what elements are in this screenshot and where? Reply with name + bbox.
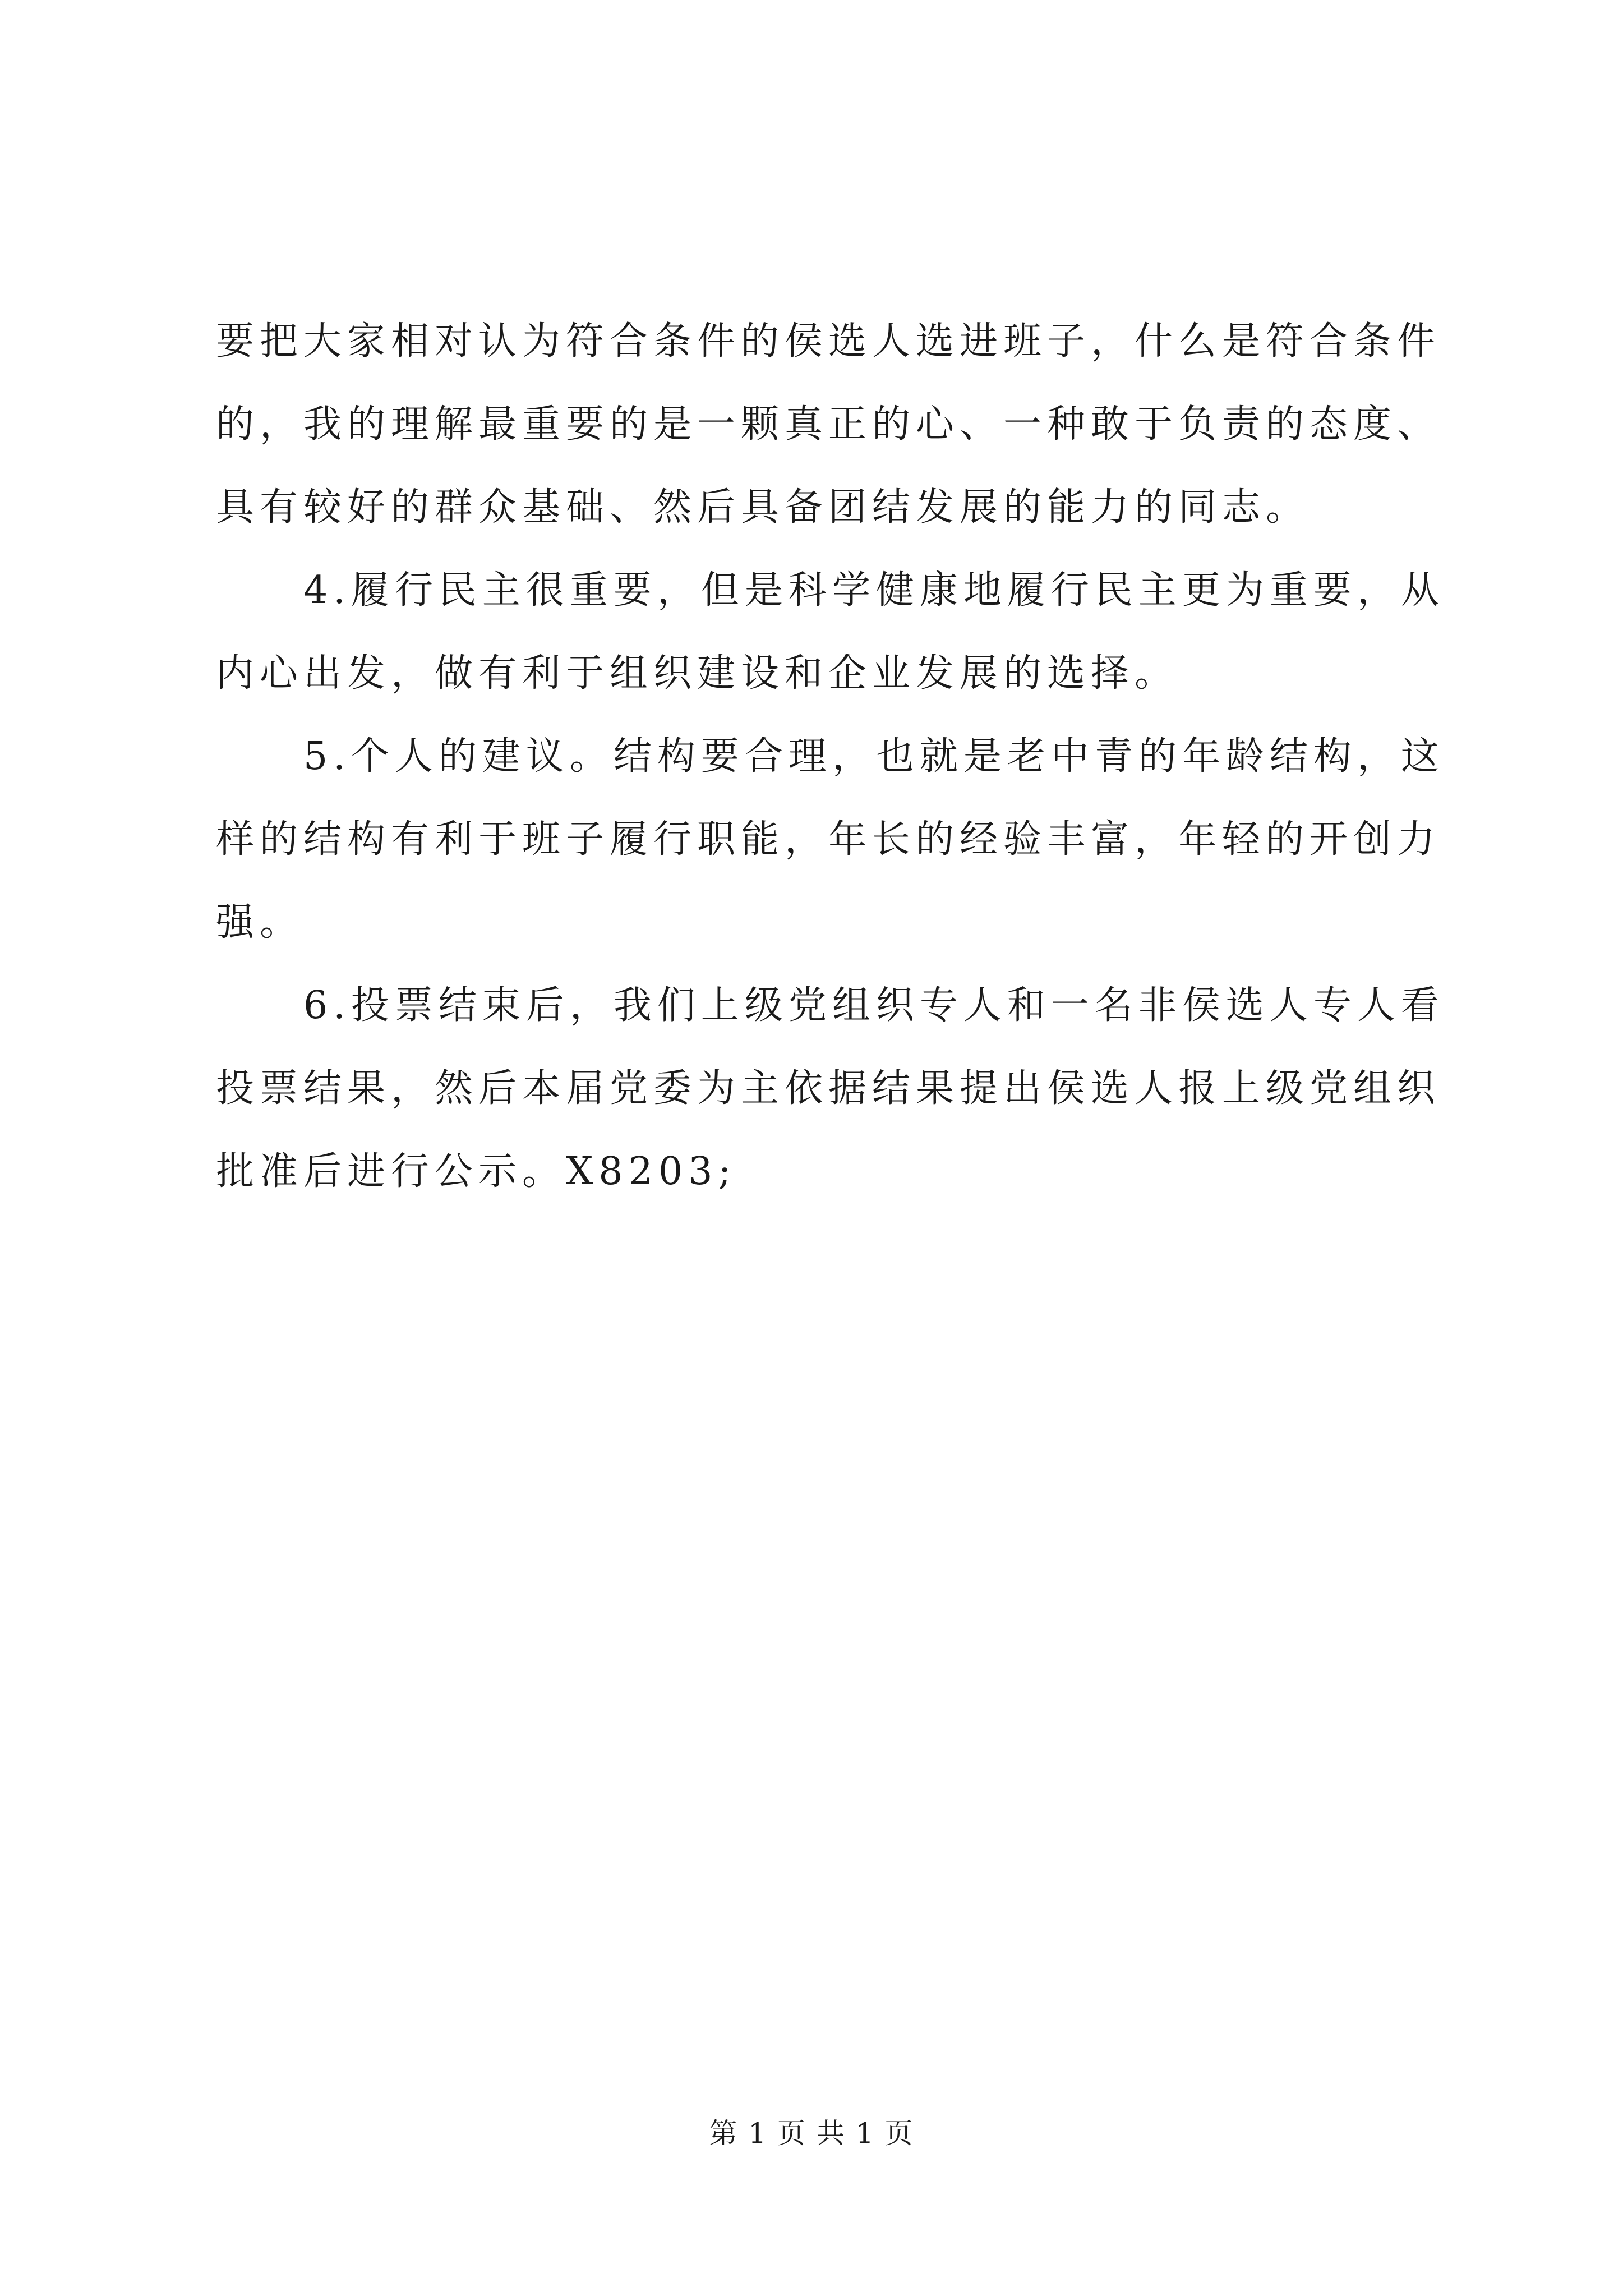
text-line: 要把大家相对认为符合条件的侯选人选进班子，什么是符合条件 — [216, 319, 1441, 364]
text-line: 样的结构有利于班子履行职能，年长的经验丰富，年轻的开创力 — [216, 817, 1441, 862]
text-line: 6.投票结束后，我们上级党组织专人和一名非侯选人专人看 — [216, 983, 1445, 1028]
text-line: 具有较好的群众基础、然后具备团结发展的能力的同志。 — [216, 485, 1310, 530]
text-line: 强。 — [216, 900, 304, 945]
text-line: 投票结果，然后本届党委为主依据结果提出侯选人报上级党组织 — [216, 1066, 1441, 1111]
text-line: 的，我的理解最重要的是一颗真正的心、一种敢于负责的态度、 — [216, 402, 1441, 447]
document-body — [216, 300, 1445, 1213]
text-line: 4.履行民主很重要，但是科学健康地履行民主更为重要，从 — [216, 568, 1445, 613]
text-line: 5.个人的建议。结构要合理，也就是老中青的年龄结构，这 — [216, 734, 1445, 779]
text-line: 批准后进行公示。X8203; — [216, 1149, 737, 1194]
text-line: 内心出发，做有利于组织建设和企业发展的选择。 — [216, 651, 1179, 696]
page-number-footer: 第 1 页 共 1 页 — [709, 2117, 914, 2150]
